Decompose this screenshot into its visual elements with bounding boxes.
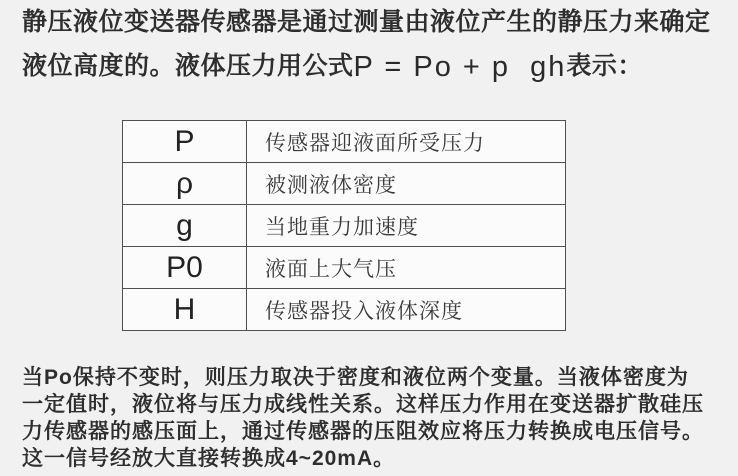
- table-row: [123, 163, 566, 205]
- intro-paragraph: [22, 0, 728, 89]
- intro-line2-suffix: 表示：: [566, 52, 643, 80]
- intro-line2-prefix: 液位高度的。液体压力用公式: [22, 52, 354, 80]
- description-cell: 液面上大气压: [247, 247, 566, 289]
- body-line4: 这一信号经放大直接转换成4~20mA。: [22, 447, 396, 470]
- description-cell: 被测液体密度: [247, 163, 566, 205]
- table-row: [123, 205, 566, 247]
- symbol-cell: P0: [123, 247, 247, 289]
- description-cell: 传感器投入液体深度: [247, 289, 566, 331]
- body-line3: 力传感器的感压面上，通过传感器的压阻效应将压力转换成电压信号。: [22, 420, 704, 443]
- intro-line1: 静压液位变送器传感器是通过测量由液位产生的静压力来确定: [22, 8, 711, 36]
- table-row: [123, 289, 566, 331]
- pressure-formula: P = Po + p gh: [353, 51, 567, 83]
- description-cell: 传感器迎液面所受压力: [247, 121, 566, 163]
- table-row: [123, 121, 566, 163]
- body-paragraph: [22, 364, 728, 472]
- table-row: [123, 247, 566, 289]
- body-line2: 一定值时，液位将与压力成线性关系。这样压力作用在变送器扩散硅压: [22, 393, 704, 416]
- description-cell: 当地重力加速度: [247, 205, 566, 247]
- body-line1: 当Po保持不变时，则压力取决于密度和液位两个变量。当液体密度为: [22, 366, 689, 389]
- symbol-cell: P: [123, 121, 247, 163]
- symbol-cell: g: [123, 205, 247, 247]
- symbol-cell: H: [123, 289, 247, 331]
- symbol-cell: ρ: [123, 163, 247, 205]
- symbol-definition-table: [122, 120, 566, 331]
